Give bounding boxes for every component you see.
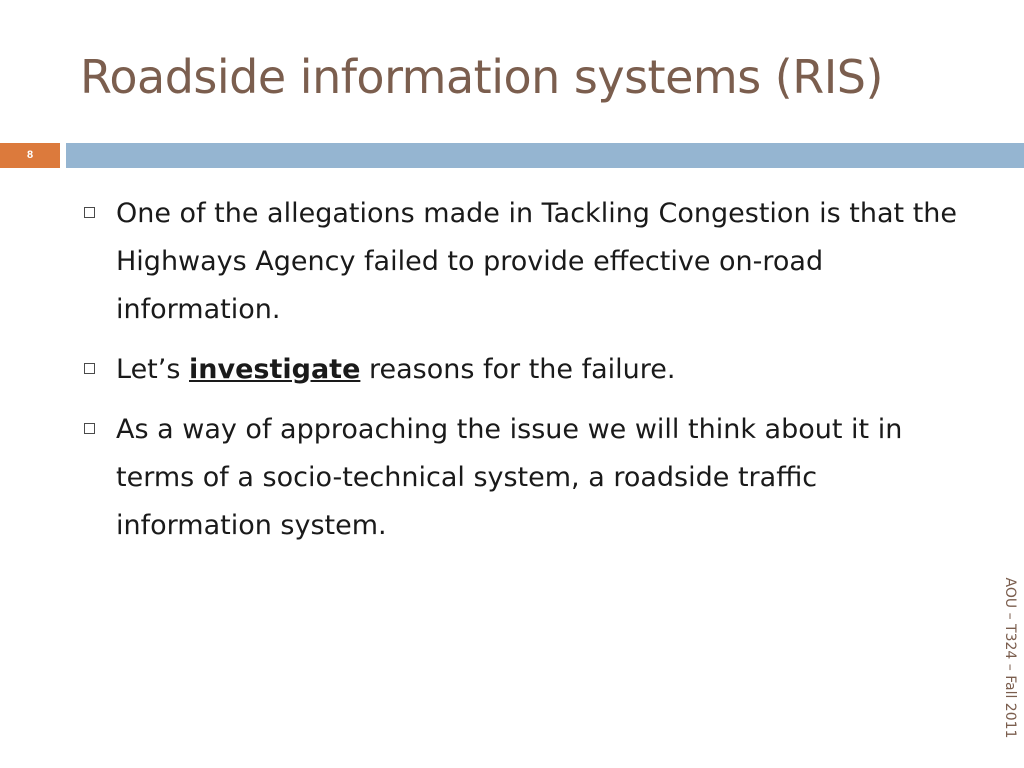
bullet-text-prefix: Let’s <box>116 354 189 385</box>
bullet-item <box>80 406 980 550</box>
square-bullet-icon <box>84 207 95 218</box>
emphasized-word: investigate <box>189 354 361 385</box>
bullet-text-suffix: reasons for the failure. <box>360 354 676 385</box>
title-divider-bar <box>66 143 1024 168</box>
bullet-list <box>80 190 980 562</box>
bullet-item <box>80 346 980 394</box>
bullet-text: As a way of approaching the issue we will think about it in terms of a socio-technical system, a roadside traffic information system. <box>116 414 903 541</box>
bullet-text: One of the allegations made in Tackling Congestion is that the Highways Agency failed to provide effective on-road information. <box>116 198 958 325</box>
bullet-item <box>80 190 980 334</box>
square-bullet-icon <box>84 423 95 434</box>
slide-title: Roadside information systems (RIS) <box>80 50 883 104</box>
footer-course-label: AOU – T324 – Fall 2011 <box>1002 577 1018 739</box>
square-bullet-icon <box>84 363 95 374</box>
slide-number: 8 <box>0 143 60 168</box>
